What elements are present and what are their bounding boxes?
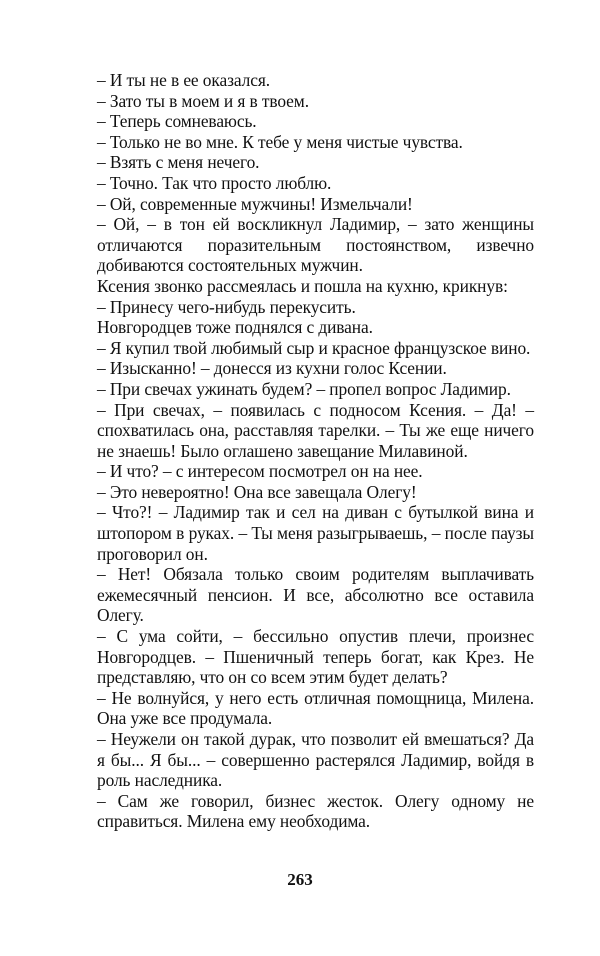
paragraph: – Ой, – в тон ей воскликнул Ладимир, – зато женщины отличаются поразительным постоянством, извечно добиваются состоятельных мужчин.	[97, 214, 534, 276]
paragraph: Ксения звонко рассмеялась и пошла на кухню, крикнув:	[97, 275, 508, 296]
paragraph: – И что? – с интересом посмотрел он на нее.	[97, 461, 423, 482]
paragraph: – При свечах ужинать будем? – пропел вопрос Ладимир.	[97, 378, 511, 399]
paragraph: – Нет! Обязала только своим родителям выплачивать ежемесячный пенсион. И все, абсолютно все оставила Олегу.	[97, 564, 534, 626]
page-number: 263	[287, 870, 313, 889]
paragraph: – Принесу чего-нибудь перекусить.	[97, 296, 356, 317]
paragraph: – Теперь сомневаюсь.	[97, 111, 257, 132]
paragraph: – Взять с меня нечего.	[97, 152, 260, 173]
paragraph: – При свечах, – появилась с подносом Ксения. – Да! – спохватилась она, расставляя тарелки. – Ты же еще ничего не знаешь! Было оглашено завещание Милавиной.	[97, 399, 534, 461]
paragraph: – Зато ты в моем и я в твоем.	[97, 90, 309, 111]
paragraph: – Ой, современные мужчины! Измельчали!	[97, 193, 413, 214]
paragraph: – Изысканно! – донесся из кухни голос Ксении.	[97, 358, 447, 379]
page-text	[97, 70, 534, 832]
paragraph: – Что?! – Ладимир так и сел на диван с бутылкой вина и штопором в руках. – Ты меня разыгрываешь, – после паузы проговорил он.	[97, 502, 534, 564]
paragraph: – Точно. Так что просто люблю.	[97, 172, 332, 193]
paragraph: – Только не во мне. К тебе у меня чистые чувства.	[97, 131, 463, 152]
paragraph: – Неужели он такой дурак, что позволит ей вмешаться? Да я бы... Я бы... – совершенно растерялся Ладимир, войдя в роль наследника.	[97, 729, 534, 791]
paragraph: – Не волнуйся, у него есть отличная помощница, Милена. Она уже все продумала.	[97, 687, 534, 729]
paragraph: – С ума сойти, – бессильно опустив плечи, произнес Новгородцев. – Пшеничный теперь богат, как Крез. Не представляю, что он со всем этим будет делать?	[97, 626, 534, 688]
paragraph: – Я купил твой любимый сыр и красное французское вино.	[97, 337, 531, 358]
paragraph: Новгородцев тоже поднялся с дивана.	[97, 317, 373, 338]
paragraph: – Сам же говорил, бизнес жесток. Олегу одному не справиться. Милена ему необходима.	[97, 790, 534, 832]
paragraph: – И ты не в ее оказался.	[97, 70, 270, 90]
paragraph: – Это невероятно! Она все завещала Олегу!	[97, 481, 417, 502]
